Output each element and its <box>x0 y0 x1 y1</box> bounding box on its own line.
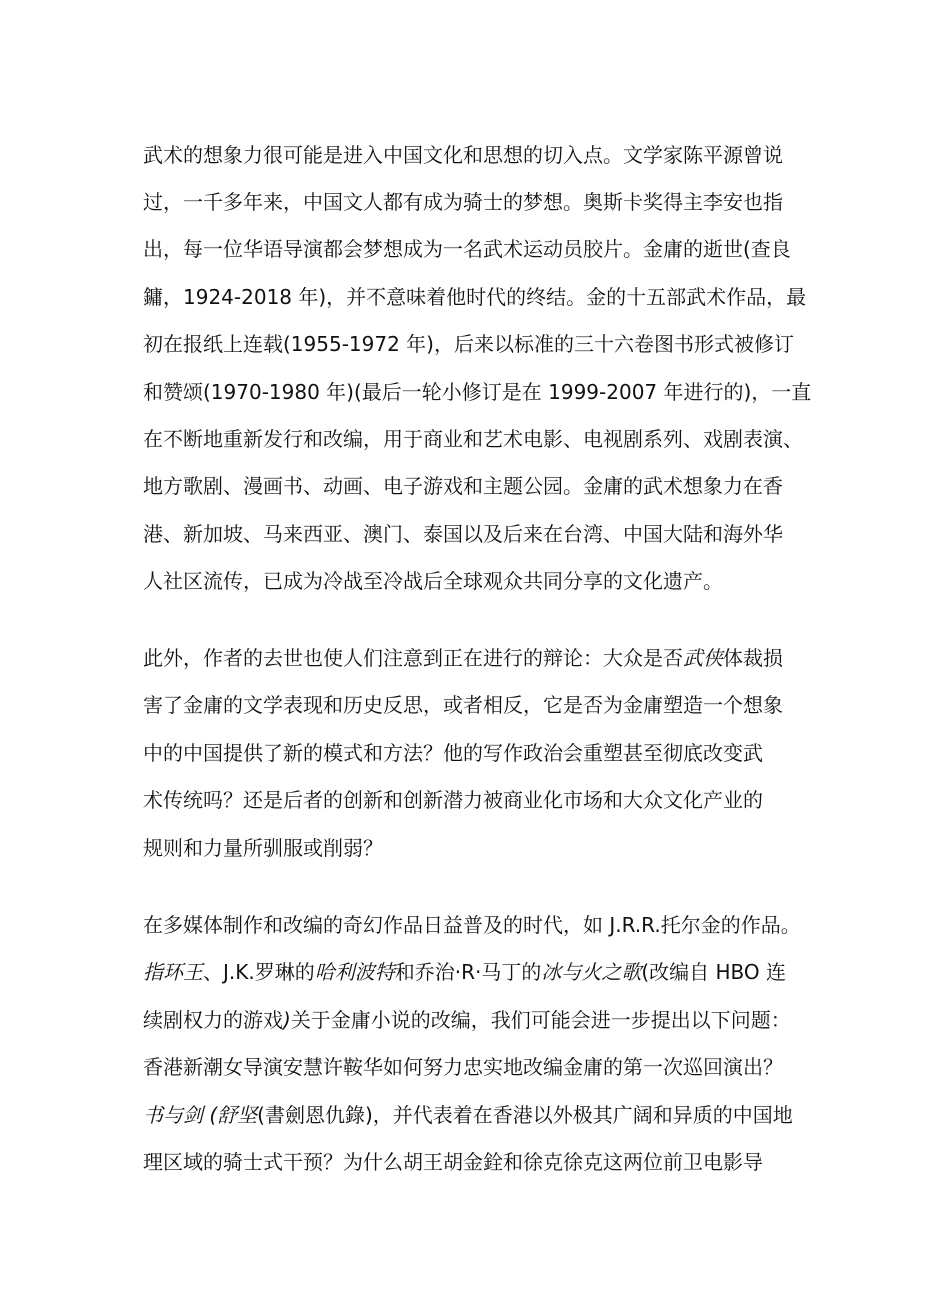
text-run: 在不断地重新发行和改编，用于商业和艺术电影、电视剧系列、戏剧表演、 <box>143 427 803 451</box>
paragraph-1-line-3 <box>143 235 791 263</box>
paragraph-1-line-4 <box>143 283 806 311</box>
text-run: 过，一千多年来，中国文人都有成为骑士的梦想。奥斯卡奖得主李安也指 <box>143 190 783 214</box>
italic-run: 哈利波特 <box>314 960 395 984</box>
text-run: 、J.K.罗琳的 <box>203 960 315 984</box>
text-run: 鏞，1924-2018 年)，并不意味着他时代的终结。金的十五部武术作品，最 <box>143 285 807 309</box>
paragraph-3-line-1 <box>143 911 801 939</box>
text-run: (改编自 HBO 连 <box>641 960 787 984</box>
paragraph-1-line-7 <box>143 425 803 453</box>
text-run: 续剧权力的游戏 <box>143 1008 283 1032</box>
text-run: 规则和力量所驯服或削弱？ <box>143 836 383 860</box>
text-run: 此外，作者的去世也使人们注意到正在进行的辩论：大众是否 <box>143 646 683 670</box>
paragraph-1-line-1 <box>143 141 783 169</box>
text-run: 术传统吗？还是后者的创新和创新潜力被商业化市场和大众文化产业的 <box>143 788 763 812</box>
italic-run: 指环王 <box>143 960 203 984</box>
paragraph-3-line-3 <box>143 1006 791 1034</box>
paragraph-3-line-6 <box>143 1148 763 1176</box>
text-run: 初在报纸上连载(1955-1972 年)，后来以标准的三十六卷图书形式被修订 <box>143 332 794 356</box>
paragraph-1-line-5 <box>143 330 794 358</box>
text-run: 港、新加坡、马来西亚、澳门、泰国以及后来在台湾、中国大陆和海外华 <box>143 522 783 546</box>
paragraph-2-line-1 <box>143 644 783 672</box>
paragraph-1-line-8 <box>143 472 783 500</box>
paragraph-2-line-5 <box>143 834 383 862</box>
text-run: 中的中国提供了新的模式和方法？他的写作政治会重塑甚至彻底改变武 <box>143 741 763 765</box>
paragraph-1-line-2 <box>143 188 783 216</box>
italic-run: 冰与火之歌 <box>541 960 642 984</box>
text-run: 武术的想象力很可能是进入中国文化和思想的切入点。文学家陈平源曾说 <box>143 143 783 167</box>
text-run: 在多媒体制作和改编的奇幻作品日益普及的时代，如 J.R.R.托尔金的作品。 <box>143 913 801 937</box>
paragraph-2-line-3 <box>143 739 763 767</box>
text-run: 人社区流传，已成为冷战至冷战后全球观众共同分享的文化遗产。 <box>143 569 723 593</box>
text-run: 害了金庸的文学表现和历史反思，或者相反，它是否为金庸塑造一个想象 <box>143 693 783 717</box>
text-run: 理区域的骑士式干预？为什么胡王胡金銓和徐克徐克这两位前卫电影导 <box>143 1150 763 1174</box>
paragraph-1-line-10 <box>143 567 723 595</box>
italic-run: 书与剑 (舒坚 <box>143 1103 258 1127</box>
text-run: 地方歌剧、漫画书、动画、电子游戏和主题公园。金庸的武术想象力在香 <box>143 474 783 498</box>
paragraph-3-line-4 <box>143 1053 783 1081</box>
text-run: (書劍恩仇錄)，并代表着在香港以外极其广阔和异质的中国地 <box>257 1103 793 1127</box>
text-run: 香港新潮女导演安慧许鞍华如何努力忠实地改编金庸的第一次巡回演出？ <box>143 1055 783 1079</box>
paragraph-2-line-2 <box>143 691 783 719</box>
text-run: 关于金庸小说的改编，我们可能会进一步提出以下问题： <box>290 1008 791 1032</box>
italic-run: 武侠 <box>683 646 723 670</box>
paragraph-3-line-5 <box>143 1101 793 1129</box>
paragraph-1-line-6 <box>143 378 811 406</box>
text-run: 和赞颂(1970-1980 年)(最后一轮小修订是在 1999-2007 年进行的)，一直 <box>143 380 812 404</box>
paragraph-2-line-4 <box>143 786 763 814</box>
text-run: 和乔治·R·马丁的 <box>394 960 542 984</box>
italic-run: ) <box>283 1008 291 1032</box>
text-run: 体裁损 <box>723 646 783 670</box>
paragraph-1-line-9 <box>143 520 783 548</box>
paragraph-3-line-2 <box>143 958 786 986</box>
text-run: 出，每一位华语导演都会梦想成为一名武术运动员胶片。金庸的逝世(查良 <box>143 237 791 261</box>
